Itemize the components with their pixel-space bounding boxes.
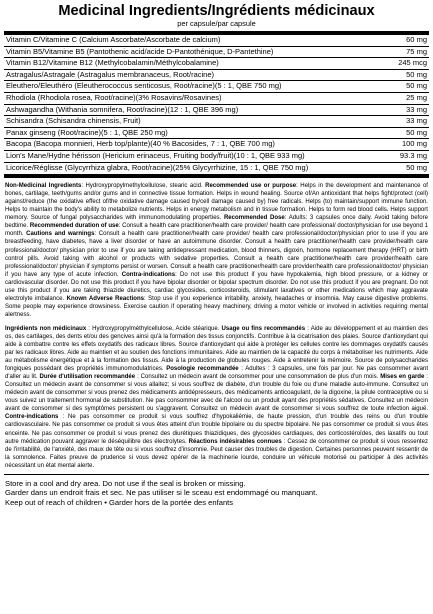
ingredient-amount: 245 mcg [373,58,429,70]
use-text-fr: : Aide au développement et au maintien des os, des cartilages, des dents et/ou des gencives ainsi qu'à la formation des tissus conjonctifs. Contribue à la cicatrisation des plaies. Source d'antioxydant qui aide à combattre contre les effets oxydatifs des radicaux libres. Source d'antioxydant qui aide à protéger les cellules contre les dommages oxydatifs causés par les radicaux libres. Aide au maintien et au soutien des fonctions immunitaires. Aide au maintien de la capacité du corps à métaboliser les nutriments. Aide au métabolisme énergétique et à la formation des tissus. Aide à la production de globules rouges. Aide à entretenir la mémoire. Source de polysaccharides fongiques possédant des propriétés immunomodulatrices. [5,325,428,373]
ingredient-row [4,116,429,128]
ingredient-amount: 50 mg [373,162,429,173]
ingredient-row [4,35,429,46]
ingredient-name: Vitamin B12/Vitamine B12 (Methylcobalamin/Méthylcobalamine) [4,58,373,70]
supplement-facts-label [2,2,431,612]
ingredient-row [4,139,429,151]
storage-line-en: Store in a cool and dry area. Do not use if the seal is broken or missing. [5,478,246,488]
contra-label-en: Contra-indications [121,271,176,278]
adverse-label-en: Known Adverse Reactions [66,295,145,302]
dose-label-fr: Posologie recommandée [166,366,239,373]
ingredient-amount: 93.3 mg [373,150,429,162]
nmi-text-en: : Hydroxypropylmethylcellulose, stearic acid. [81,183,206,190]
cautions-text-en: : Consult a health care practitioner/health care provider/ health care professional/doctor/physician prior to use if you are breastfeeding, have diabetes, have a liver disorder or have an autoimmune disorder. Consult a health care practitioner/health care provider/health care professional/doctor/ physician prior to use if you are taking antidepressant medication, blood thinners, digoxin, hormone replacement therapy (HRT) or birth control pills. Avoid taking with alcohol or products with sedative properties. Consult a health care practitioner/health care provider/health care professional/doctor/ physician if symptoms persist or worsen. Consult a health care practitioner/health care provider/health care professional/doctor/ physician if you have any type of acute infection. [5,231,428,278]
french-directions [5,325,428,470]
ingredient-row [4,127,429,139]
nmi-label-fr: Ingrédients non médicinaux [5,325,87,332]
ingredient-amount: 60 mg [406,35,427,44]
english-directions [5,182,428,319]
ingredient-row [4,69,429,81]
ingredient-amount: 33 mg [373,116,429,128]
ingredient-name: Vitamin B5/Vitamine B5 (Pantothenic acid/acide D-Pantothénique, D-Pantethine) [4,46,373,58]
ingredient-name: Ashwagandha (Withania somnifera, Root/racine)(12 : 1, QBE 396 mg) [4,104,373,116]
storage-line-fr: Garder dans un endroit frais et sec. Ne pas utiliser si le sceau est endommagé ou manquant. [5,488,318,498]
panel-subtitle: per capsule/par capsule [177,19,256,28]
duration-label-fr: Durée d'utilisation recommandée [39,374,136,381]
ingredient-name: Astragalus/Astragale (Astragalus membranaceus, Root/racine) [4,69,373,81]
adverse-label-fr: Réactions indésirables connues [188,438,282,445]
ingredient-row [4,104,429,116]
ingredient-amount: 100 mg [373,139,429,151]
contra-label-fr: Contre-indications [5,414,59,421]
dose-text-fr: : Adultes : 3 capsules, une fois par jour. Ne pas consommer avant d'aller au lit. [5,366,428,381]
nmi-text-fr: : Hydroxypropylméthylcellulose, Acide stéarique. [86,325,222,332]
ingredient-amount: 50 mg [373,69,429,81]
dose-text-en: : Adults: 3 capsules once daily. Avoid taking before bedtime. [5,215,428,230]
ingredient-amount: 25 mg [373,92,429,104]
ingredient-name: Panax ginseng (Root/racine)(5 : 1, QBE 250 mg) [4,127,373,139]
ingredient-name: Vitamin C/Vitamine C (Calcium Ascorbate/Ascorbate de calcium) [6,35,221,44]
adverse-text-fr: : Cessez de consommer ce produit si vous ressentez de l'irritabilité, de l'anxiété, des maux de tête ou si vous souffrez d'insomnie. Peut causer des troubles de digestion. Certaines personnes peuvent ressentir de la somnolence. Faites preuve de prudence si vous devez opérer de la machinerie lourde, conduire un véhicule motorisé ou participer à des activités nécessitant un état mental alerte. [5,438,428,469]
ingredient-name: Licorice/Réglisse (Glycyrrhiza glabra, Root/racine)(25% Glycyrrhizine, 15 : 1, QBE 750 mg) [4,162,373,173]
children-warning: Keep out of reach of children • Garder hors de la portée des enfants [5,497,234,507]
ingredient-amount: 33 mg [373,104,429,116]
dose-label-en: Recommended Dose [223,215,285,222]
duration-text-fr: : Consultez un médecin avant de consommer pour une consommation de plus d'un mois. [135,374,381,381]
footer-rule [4,474,429,475]
ingredient-row [4,46,429,58]
panel-title: Medicinal Ingredients/Ingrédients médicinaux [58,3,375,19]
ingredient-amount: 50 mg [373,127,429,139]
use-text-en: : Helps in the development and maintenance of bones, cartilage, teeth/gums and/or gums and in connective tissue formation. Helps in wound healing. Source of/An antioxidant that helps fight/protect (cell) against/reduce (the oxidative effect of/the oxidative damage caused by/cell damage caused by) free radicals. Helps (to) maintain/support immune function. Helps to maintain the body's ability to metabolize nutrients. Helps in energy metabolism and in tissue formation. Helps to form red blood cells. Helps support memory. Source of fungal polysaccharides with immunomodulating properties. [5,183,428,222]
ingredient-row [4,92,429,104]
cautions-text-fr: : Consultez un médecin avant de consommer si vous allaitez; si vous souffrez de diabète, d'un trouble du foie ou d'une maladie auto-immune. Consultez un médecin avant de consommer si vous prenez des médicaments antidépresseurs, des médicaments anticoagulant, de la digoxine, la pilule contraceptive ou si vous suivez un traitement hormonal de substitution. Ne pas consommer avec de l'alcool ou un produit ayant des propriétés sédatives. Consultez un médecin avant de consommer si des symptômes persistent ou s'aggravent. Consultez un médecin avant de consommer si vous souffrez de toute infection aiguë. [5,374,428,413]
ingredient-amount: 75 mg [373,46,429,58]
ingredient-name: Schisandra (Schisandra chinensis, Fruit) [4,116,373,128]
ingredient-name: Lion's Mane/Hydne hérisson (Hericium erinaceus, Fruiting body/fruit)(10 : 1, QBE 933 mg) [4,150,373,162]
ingredient-amount: 50 mg [373,81,429,93]
ingredient-row [4,81,429,93]
ingredient-row [4,150,429,162]
ingredient-table [4,35,429,173]
cautions-label-en: Cautions and warnings [26,231,95,238]
duration-text-en: : Consult a health care practitioner/health care provider/ health care professional/ doctor/physician for use beyond 1 month. [5,223,429,238]
ingredient-row [4,162,429,173]
storage-footer [5,479,428,508]
contra-text-fr: : Ne pas consommer ce produit si vous souffrez d'hypokaliémie, de haute pression, d'un trouble des reins ou d'un trouble cardiovasculaire. Ne pas consommer ce produit si vous êtes atteint d'un trouble bipolaire ou du spectre bipolaire. Ne pas consommer ce produit si vous êtes enceinte. Ne pas consommer ce produit si vous prenez des diurétiques thiazidiques, des glycosides cardiaques, des corticostéroïdes, des laxatifs ou tout autre médication pouvant aggraver le déséquilibre des électrolytes. [5,414,428,445]
use-label-fr: Usage ou fins recommandés [221,325,306,332]
contra-text-en: : Do not use this product if you have hypokalemia, high blood pressure, or a kidney or cardiovascular disorder. Do not use this product if you have bipolar disorder or bipolar spectrum disorder. Do not use this product if you are pregnant. Do not use this product if you are taking thiazide diuretics, cardiac glycosides, corticosteroids, stimulant laxatives or other medications which may aggravate electrolyte imbalance. [5,271,428,302]
ingredient-name: Bacopa (Bacopa monnieri, Herb top/plante)(40 % Bacosides, 7 : 1, QBE 700 mg) [4,139,373,151]
ingredient-name: Rhodiola (Rhodiola rosea, Root/racine)(3% Rosavins/Rosavines) [4,92,373,104]
ingredient-name: Eleuthero/Eleuthéro (Eleutherococcus senticosus, Root/racine)(5 : 1, QBE 750 mg) [4,81,373,93]
ingredient-row [4,58,429,70]
cautions-label-fr: Mises en garde [380,374,425,381]
duration-label-en: Recommended duration of use [29,223,119,230]
use-label-en: Recommended use or purpose [205,183,297,190]
nmi-label-en: Non-Medicinal Ingredients [5,183,82,190]
adverse-text-en: : Stop use if you experience irritability, anxiety, headaches or insomnia. May cause digestive problems. Some people may experience drowsiness. Exercise caution if operating heavy machinery, driving a motor vehicle or involved in activities requiring mental alertness. [5,295,428,318]
